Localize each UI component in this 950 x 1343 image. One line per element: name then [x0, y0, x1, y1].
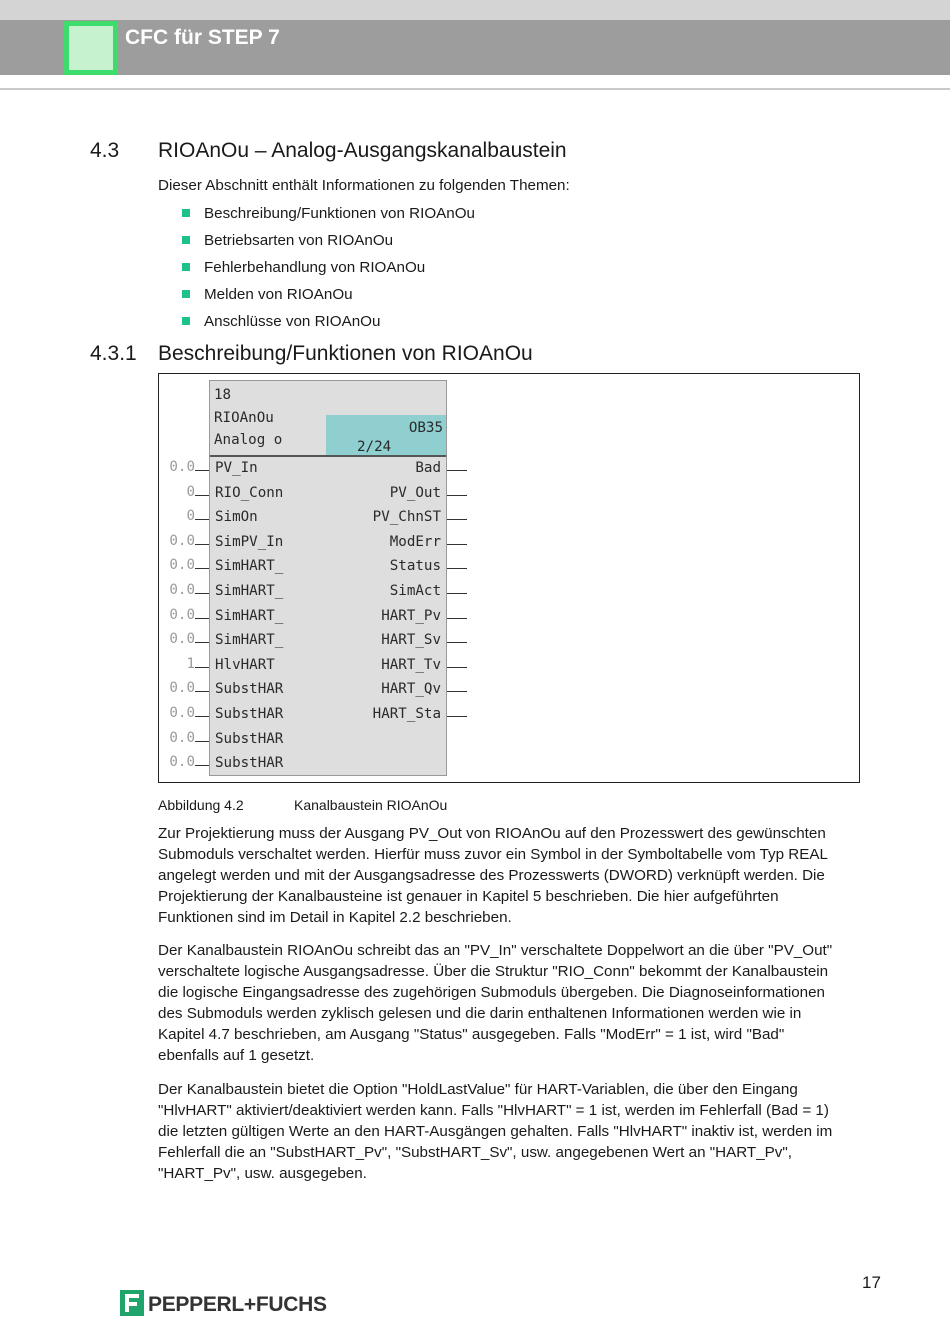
block-name: RIOAnOu	[214, 410, 274, 426]
input-value: 0.0	[169, 459, 195, 475]
paragraph	[158, 823, 858, 928]
paragraph-line: verschaltete logische Ausgangsadresse. Über die Struktur "RIO_Conn" bekommt der Kanalbaustein	[158, 963, 829, 980]
output-pin-line	[447, 691, 467, 692]
input-pin-line	[195, 642, 209, 643]
input-value: 0.0	[169, 582, 195, 598]
output-pin-line	[447, 495, 467, 496]
output-pin-name: HART_Qv	[381, 681, 441, 698]
input-pin-line	[195, 568, 209, 569]
figure-caption-label: Abbildung 4.2	[158, 797, 244, 813]
input-pin-name: SimHART_	[215, 583, 284, 599]
input-pin-line	[195, 716, 209, 717]
input-value: 0.0	[169, 557, 195, 574]
pf-logo-icon	[120, 1290, 144, 1316]
output-pin-name: ModErr	[389, 533, 441, 550]
section-number: 4.3	[90, 139, 120, 162]
input-pin-line	[195, 470, 209, 471]
input-pin-name: HlvHART	[215, 656, 275, 673]
input-pin-name: SimPV_In	[215, 533, 284, 550]
list-item: Fehlerbehandlung von RIOAnOu	[180, 257, 475, 284]
output-pin-line	[447, 716, 467, 717]
header-title: CFC für STEP 7	[125, 26, 280, 49]
list-item: Betriebsarten von RIOAnOu	[180, 230, 475, 257]
topic-list	[180, 203, 475, 338]
output-pin-name: PV_ChnST	[372, 509, 441, 526]
header-logo-square	[64, 21, 118, 75]
output-pin-line	[447, 618, 467, 619]
output-pin-line	[447, 667, 467, 668]
list-item: Anschlüsse von RIOAnOu	[180, 311, 475, 338]
input-value: 0.0	[169, 631, 195, 648]
task-label: OB35	[408, 420, 443, 436]
paragraph-line: des Submoduls werden zyklisch gelesen und die darin enthaltenen Informationen werden wie in	[158, 1005, 802, 1022]
paragraph-line: angelegt werden und mit der Ausgangsadresse des Prozesswerts (DWORD) verknüpft werden. Die	[158, 867, 825, 884]
output-pin-name: Bad	[415, 460, 441, 476]
input-pin-name: SimHART_	[215, 607, 284, 624]
output-pin-line	[447, 642, 467, 643]
input-value: 0.0	[169, 729, 195, 746]
section-title: RIOAnOu – Analog-Ausgangskanalbaustein	[158, 139, 567, 162]
input-pin-line	[195, 765, 209, 766]
input-value: 0.0	[169, 606, 195, 623]
paragraph	[158, 1079, 858, 1184]
output-pin-name: HART_Sv	[381, 632, 441, 649]
list-item: Beschreibung/Funktionen von RIOAnOu	[180, 203, 475, 230]
bullet-square-icon	[182, 209, 190, 217]
subsection-number: 4.3.1	[90, 342, 137, 365]
output-pin-line	[447, 568, 467, 569]
block-comment: Analog o	[214, 432, 283, 448]
figure-frame	[158, 373, 860, 783]
paragraph-line: Der Kanalbaustein RIOAnOu schreibt das an "PV_In" verschaltete Doppelwort an die über "PV_Out"	[158, 942, 833, 959]
paragraph-line: Submoduls verschaltet werden. Hierfür muss zuvor ein Symbol in der Symboltabelle vom Typ REAL	[158, 846, 828, 863]
input-pin-name: SimHART_	[215, 558, 284, 575]
input-pin-name: PV_In	[215, 460, 258, 476]
block-number: 18	[214, 387, 232, 403]
figure-blank-area	[469, 374, 859, 782]
input-pin-line	[195, 495, 209, 496]
input-pin-line	[195, 618, 209, 619]
paragraph-line: Der Kanalbaustein bietet die Option "HoldLastValue" für HART-Variablen, die über den Eingang	[158, 1081, 798, 1098]
paragraph-line: Fehlerfall die an "SubstHART_Pv", "SubstHART_Sv", usw. angegebenen Wert an "HART_Pv",	[158, 1144, 792, 1161]
output-pin-name: Status	[389, 558, 441, 575]
input-value: 0	[186, 508, 195, 525]
subsection-title: Beschreibung/Funktionen von RIOAnOu	[158, 342, 533, 365]
input-value: 0.0	[169, 532, 195, 549]
bullet-square-icon	[182, 263, 190, 271]
block-divider	[210, 455, 446, 457]
input-pin-line	[195, 667, 209, 668]
page-number: 17	[862, 1273, 881, 1292]
logo-text: PEPPERL+FUCHS	[148, 1293, 327, 1316]
paragraph-line: die logische Eingangsadresse des zugehörigen Submoduls übergeben. Die Diagnoseinformationen	[158, 984, 826, 1001]
figure-caption-text: Kanalbaustein RIOAnOu	[294, 797, 448, 813]
output-pin-line	[447, 544, 467, 545]
output-pin-line	[447, 593, 467, 594]
bullet-square-icon	[182, 317, 190, 325]
paragraph-line: Projektierung der Kanalbausteine ist genauer in Kapitel 5 beschrieben. Die hier aufgeführten	[158, 888, 779, 905]
paragraph-line: ebenfalls auf 1 gesetzt.	[158, 1047, 315, 1064]
output-pin-name: HART_Tv	[381, 656, 441, 673]
input-pin-line	[195, 544, 209, 545]
input-value: 1	[186, 655, 195, 672]
paragraph-line: Kapitel 4.7 beschrieben, am Ausgang "Status" ausgegeben. Falls "ModErr" = 1 ist, wird "Bad"	[158, 1026, 785, 1043]
paragraph-line: die letzten gültigen Werte an den HART-Ausgängen gehalten. Falls "HlvHART" inaktiv ist, werden im	[158, 1123, 833, 1140]
header-top-strip	[0, 0, 950, 20]
output-pin-name: HART_Sta	[372, 706, 441, 722]
output-pin-name: PV_Out	[389, 484, 441, 501]
sequence-label: 2/24	[357, 439, 392, 455]
input-pin-name: SubstHAR	[215, 706, 284, 722]
header-rule	[0, 88, 950, 90]
input-value: 0.0	[169, 705, 195, 721]
paragraph-line: Zur Projektierung muss der Ausgang PV_Out von RIOAnOu auf den Prozesswert des gewünschten	[158, 825, 826, 842]
input-pin-line	[195, 741, 209, 742]
input-value: 0.0	[169, 680, 195, 697]
output-pin-line	[447, 470, 467, 471]
paragraph-line: Funktionen sind im Detail in Kapitel 2.2 beschrieben.	[158, 909, 512, 926]
input-value: 0	[186, 483, 195, 500]
cfc-block	[209, 380, 447, 776]
input-pin-name: SubstHAR	[215, 730, 284, 747]
output-pin-name: HART_Pv	[381, 607, 441, 624]
paragraph-line: "HlvHART" aktiviert/deaktiviert werden kann. Falls "HlvHART" = 1 ist, werden im Fehlerfall (Bad = 1)	[158, 1102, 829, 1119]
input-pin-line	[195, 519, 209, 520]
paragraph-line: "HART_Pv", usw. ausgegeben.	[158, 1165, 367, 1182]
section-intro: Dieser Abschnitt enthält Informationen zu folgenden Themen:	[158, 177, 570, 194]
input-value: 0.0	[169, 754, 195, 771]
input-pin-line	[195, 691, 209, 692]
input-pin-name: SimOn	[215, 509, 258, 526]
input-pin-name: RIO_Conn	[215, 484, 284, 501]
bullet-square-icon	[182, 290, 190, 298]
bullet-square-icon	[182, 236, 190, 244]
output-pin-name: SimAct	[389, 583, 441, 599]
output-pin-line	[447, 519, 467, 520]
input-pin-name: SimHART_	[215, 632, 284, 649]
input-pin-name: SubstHAR	[215, 681, 284, 698]
list-item: Melden von RIOAnOu	[180, 284, 475, 311]
input-pin-name: SubstHAR	[215, 755, 284, 772]
input-pin-line	[195, 593, 209, 594]
paragraph	[158, 940, 858, 1066]
